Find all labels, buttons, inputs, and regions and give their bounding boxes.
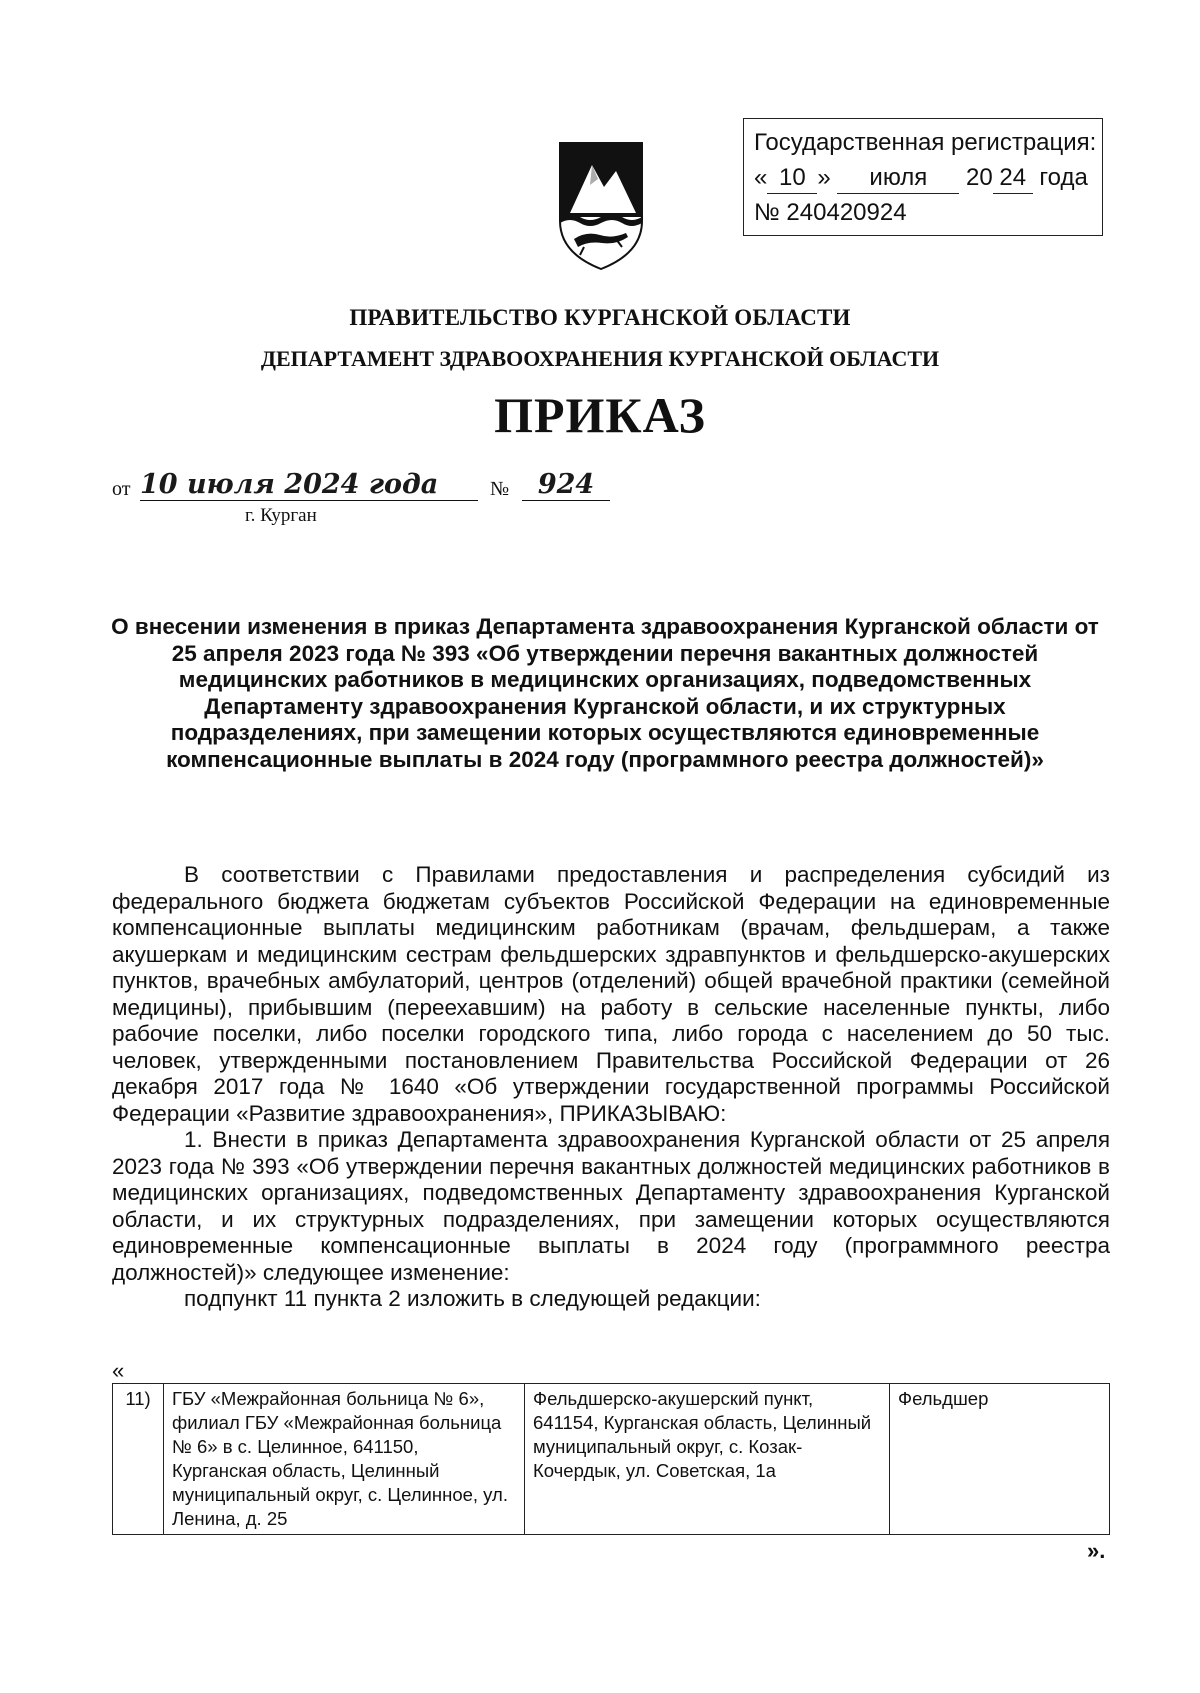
body-paragraph-3: подпункт 11 пункта 2 изложить в следующей редакции: (184, 1286, 761, 1311)
order-number-label: № (490, 478, 510, 500)
body-paragraph-2: 1. Внести в приказ Департамента здравоохранения Курганской области от 25 апреля 2023 года № 393 «Об утверждении перечня вакантных должностей медицинских работников в медицинских организациях, подведомственных Департаменту здравоохранения Курганской области, и их структурных подразделениях, при замещении которых осуществляются единовременные компенсационные выплаты в 2024 году (программного реестра должностей)» следующее изменение: (112, 1127, 1110, 1285)
document-type-title: ПРИКАЗ (494, 387, 706, 443)
row-number: 11) (113, 1384, 164, 1535)
department-header: ДЕПАРТАМЕНТ ЗДРАВООХРАНЕНИЯ КУРГАНСКОЙ ОБЛАСТИ (260, 346, 940, 371)
registration-date: « 10 » июля 20 24 года (754, 160, 1092, 195)
order-date-number-row (112, 470, 612, 510)
order-body (112, 862, 1110, 1313)
table-row (113, 1384, 1110, 1535)
registration-label: Государственная регистрация: (754, 129, 1097, 156)
organization-cell: ГБУ «Межрайонная больница № 6», филиал ГБУ «Межрайонная больница № 6» в с. Целинное, 641150, Курганская область, Целинный муниципальный округ, с. Целинное, ул. Ленина, д. 25 (164, 1384, 525, 1535)
state-registration-box (743, 118, 1103, 236)
unit-cell: Фельдшерско-акушерский пункт, 641154, Курганская область, Целинный муниципальный округ, с. Козак-Кочердык, ул. Советская, 1а (525, 1384, 890, 1535)
coat-of-arms-emblem (540, 135, 662, 275)
date-prefix: от (112, 478, 131, 500)
government-header: ПРАВИТЕЛЬСТВО КУРГАНСКОЙ ОБЛАСТИ (349, 305, 851, 330)
registration-year-word: года (1039, 164, 1088, 191)
registration-number-line (754, 195, 1092, 230)
quote-open: « (112, 1358, 125, 1383)
registration-day: 10 (767, 163, 817, 194)
registration-number: 240420924 (786, 199, 907, 226)
order-title: О внесении изменения в приказ Департамента здравоохранения Курганской области от 25 апреля 2023 года № 393 «Об утверждении перечня вакантных должностей медицинских работников в медицинских организациях, подведомственных Департаменту здравоохранения Курганской области, и их структурных подразделениях, при замещении которых осуществляются единовременные компенсационные выплаты в 2024 году (программного реестра должностей)» (111, 614, 1099, 772)
position-cell: Фельдшер (890, 1384, 1110, 1535)
body-paragraph-1: В соответствии с Правилами предоставления и распределения субсидий из федерального бюджета бюджетам субъектов Российской Федерации на единовременные компенсационные выплаты медицинским работникам (врачам, фельдшерам, а также акушеркам и медицинским сестрам фельдшерских здравпунктов и фельдшерско-акушерских пунктов, врачебных амбулаторий, центров (отделений) общей врачебной практики (семейной медицины), прибывшим (переехавшим) на работу в сельские населенные пункты, либо рабочие поселки, либо поселки городского типа, либо города с населением до 50 тыс. человек, утвержденными постановлением Правительства Российской Федерации от 26 декабря 2017 года № 1640 «Об утверждении государственной программы Российской Федерации «Развитие здравоохранения», ПРИКАЗЫВАЮ: (112, 862, 1110, 1126)
registration-number-label: № (754, 199, 780, 226)
registration-year-prefix: 20 (966, 164, 993, 191)
quote-close: ». (1087, 1538, 1106, 1563)
amendment-table (112, 1383, 1110, 1535)
registration-year-suffix: 24 (993, 163, 1033, 194)
order-date-handwritten: 10 июля 2024 года (140, 470, 478, 501)
order-city: г. Курган (245, 505, 317, 526)
registration-month: июля (837, 163, 959, 194)
order-number-handwritten: 924 (522, 470, 610, 501)
